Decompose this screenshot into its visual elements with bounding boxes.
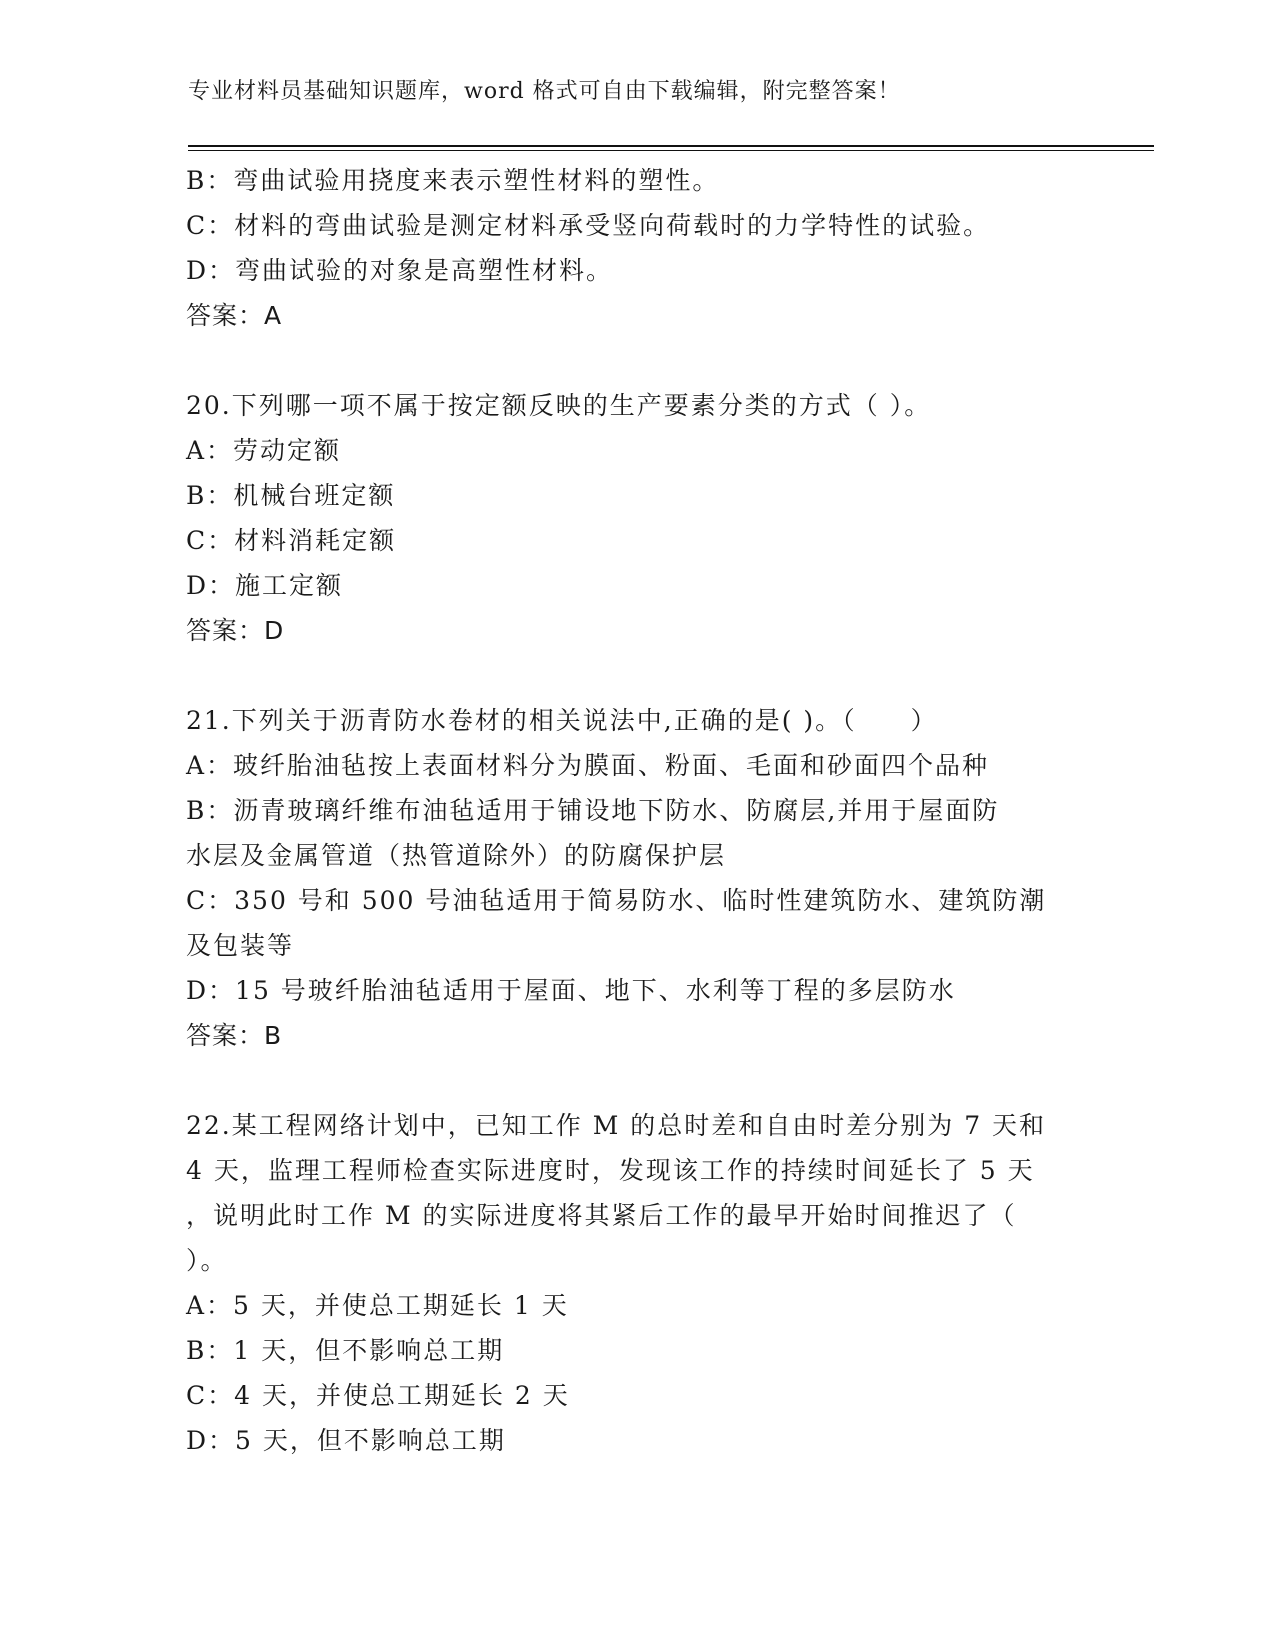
q20-answer: 答案：D — [186, 616, 285, 645]
spacer — [186, 338, 1086, 383]
q22-stem-line2: 4 天，监理工程师检查实际进度时，发现该工作的持续时间延长了 5 天 — [186, 1156, 1035, 1185]
q22-option-b: B：1 天，但不影响总工期 — [186, 1336, 505, 1365]
q19-option-c: C：材料的弯曲试验是测定材料承受竖向荷载时的力学特性的试验。 — [186, 211, 991, 240]
q22-stem-line4: ）。 — [186, 1246, 228, 1275]
q21-option-d: D：15 号玻纤胎油毡适用于屋面、地下、水利等丁程的多层防水 — [186, 976, 956, 1005]
q20-option-c: C：材料消耗定额 — [186, 526, 397, 555]
q21-option-c-line1: C：350 号和 500 号油毡适用于简易防水、临时性建筑防水、建筑防潮 — [186, 886, 1047, 915]
question-20 — [186, 383, 1086, 653]
q22-stem-line1: 22.某工程网络计划中，已知工作 M 的总时差和自由时差分别为 7 天和 — [186, 1111, 1047, 1140]
header-rule-thin — [188, 150, 1154, 151]
question-content — [186, 158, 1086, 1463]
q20-option-b: B：机械台班定额 — [186, 481, 396, 510]
q19-option-d: D：弯曲试验的对象是高塑性材料。 — [186, 256, 614, 285]
q20-stem: 20.下列哪一项不属于按定额反映的生产要素分类的方式（ ）。 — [186, 391, 932, 420]
q21-option-b-line1: B：沥青玻璃纤维布油毡适用于铺设地下防水、防腐层,并用于屋面防 — [186, 796, 1000, 825]
q19-option-b: B：弯曲试验用挠度来表示塑性材料的塑性。 — [186, 166, 720, 195]
q21-stem: 21.下列关于沥青防水卷材的相关说法中,正确的是( )。（ ） — [186, 706, 938, 735]
q22-option-d: D：5 天，但不影响总工期 — [186, 1426, 506, 1455]
q21-option-c-line2: 及包装等 — [186, 931, 295, 960]
q21-option-a: A：玻纤胎油毡按上表面材料分为膜面、粉面、毛面和砂面四个品种 — [186, 751, 990, 780]
header-rule-thick — [188, 145, 1154, 147]
q22-stem-line3: ，说明此时工作 M 的实际进度将其紧后工作的最早开始时间推迟了（ — [186, 1201, 1017, 1230]
q22-option-a: A：5 天，并使总工期延长 1 天 — [186, 1291, 569, 1320]
question-21 — [186, 698, 1086, 1058]
q20-option-a: A：劳动定额 — [186, 436, 342, 465]
q22-option-c: C：4 天，并使总工期延长 2 天 — [186, 1381, 570, 1410]
q21-answer: 答案：B — [186, 1021, 283, 1050]
q21-option-b-line2: 水层及金属管道（热管道除外）的防腐保护层 — [186, 841, 727, 870]
q19-answer: 答案：A — [186, 301, 283, 330]
page-header: 专业材料员基础知识题库，word 格式可自由下载编辑，附完整答案！ — [188, 79, 901, 104]
spacer — [186, 1058, 1086, 1103]
question-19-tail — [186, 158, 1086, 338]
question-22 — [186, 1103, 1086, 1463]
spacer — [186, 653, 1086, 698]
q20-option-d: D：施工定额 — [186, 571, 344, 600]
